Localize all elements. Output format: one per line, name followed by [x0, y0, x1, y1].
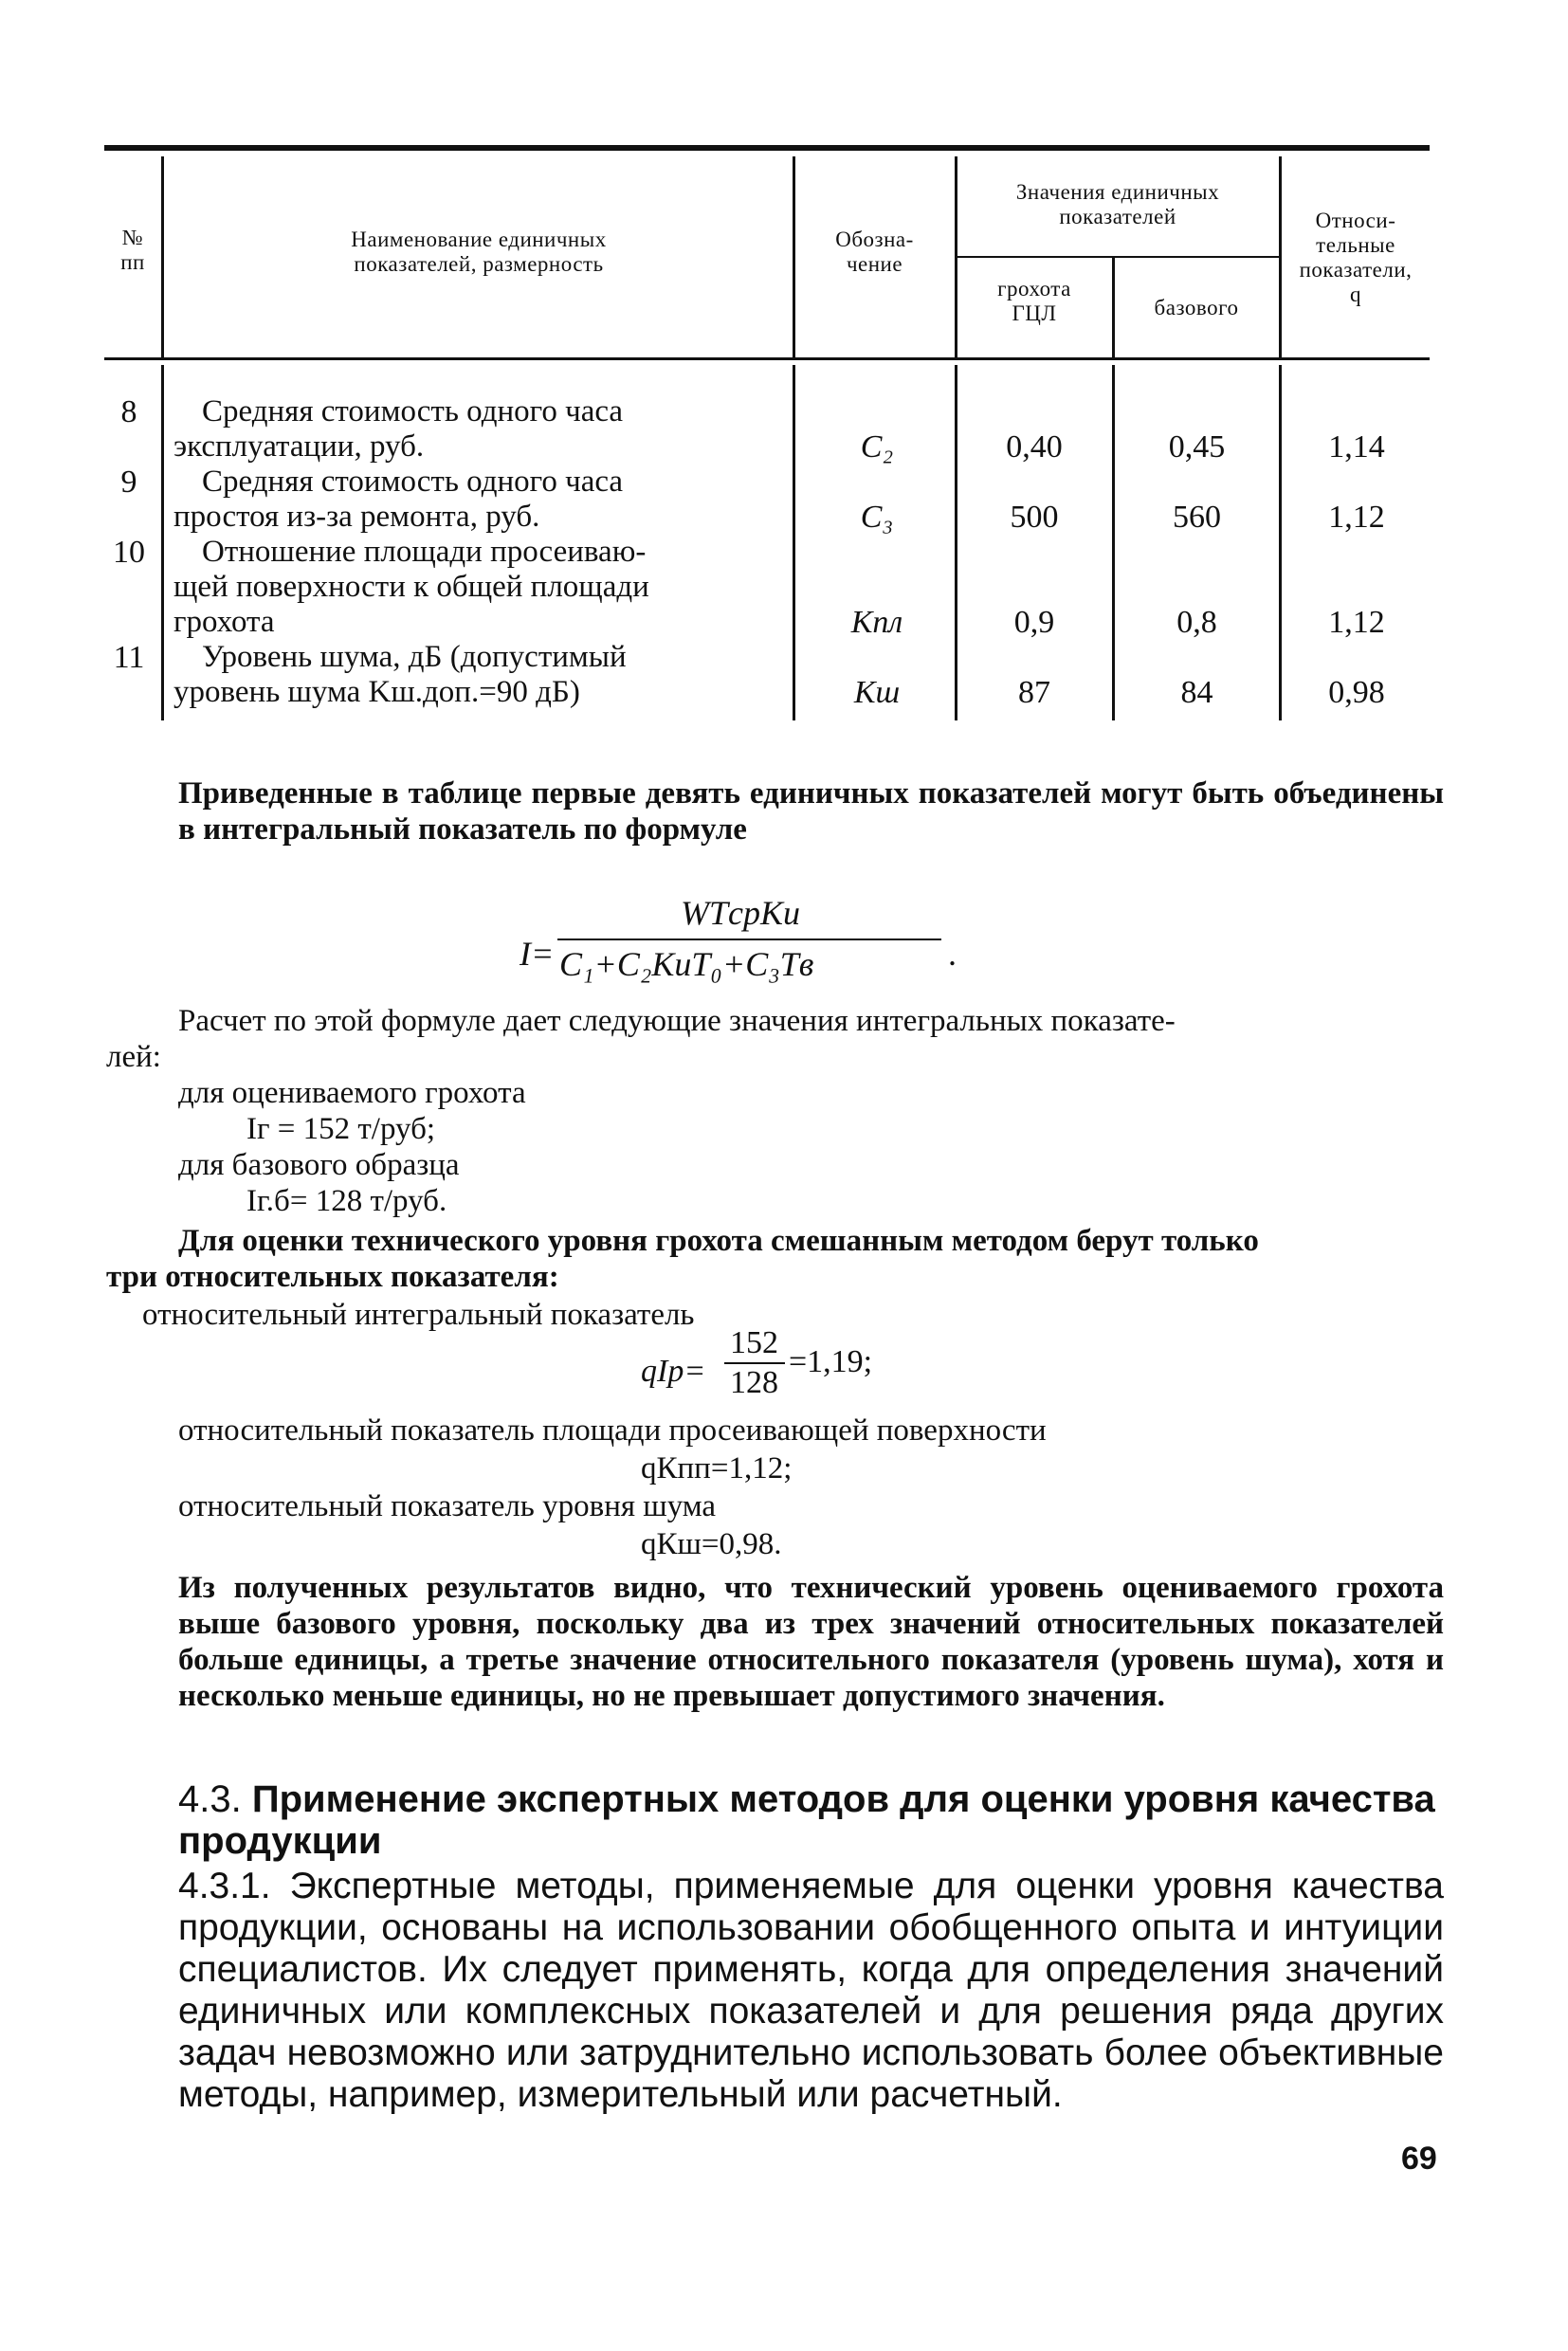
calc-line: Расчет по этой формуле дает следующие значения интегральных показате- [178, 1004, 1176, 1038]
row-symbol: Kпл [850, 605, 903, 640]
label-relative-noise: относительный показатель уровня шума [178, 1489, 717, 1523]
header-num: № пп [120, 226, 145, 274]
row-symbol: C₂ [860, 429, 894, 465]
row-relative-value: 0,98 [1328, 675, 1385, 710]
table-divider [1112, 258, 1115, 357]
mixed-method-line: три относительных показателя: [106, 1260, 559, 1294]
row-screen-value: 87 [1018, 675, 1050, 710]
row-name: Средняя стоимость одного часа эксплуатации, руб. [173, 394, 624, 464]
row-name: Средняя стоимость одного часа простоя из-за ремонта, руб. [173, 465, 624, 534]
row-screen-value: 0,9 [1013, 605, 1055, 640]
header-base: базового [1154, 296, 1239, 319]
row-relative-value: 1,12 [1328, 500, 1385, 535]
row-number: 8 [120, 394, 137, 429]
row-base-value: 560 [1173, 500, 1221, 535]
label-base: для базового образца [178, 1148, 460, 1182]
document-page: № пп Наименование единичных показателей, размерность Обозна- чение Значения единичных показателей грохота ГЦЛ базового Относи- тельные показатели, q 8 Средняя стоимость одного часа эксплуатации, руб. C₂ 0,40 0,45 1,14 9 Средняя стоимость одного часа простоя из-за ремонта, руб. C₃ 500 560 1,12 10 Отношение площади просеиваю- щей поверхности к общей площади грохота Kпл 0,9 0,8 1,12 11 Уровень шума, дБ (допустимый уровень шума Kш.доп.=90 дБ) Kш 87 84 0,98 Приведенные в таблице первые девять единичных показателей могут быть объединены в интегральный показатель по формуле I= WTсрKи C₁+C₂KиT₀+C₃Tв . Расчет по этой формуле дает следующие значения интегральных показате- лей: для оцениваемого грохота Iг = 152 т/руб; для базового образца Iг.б= 128 т/руб. Для оценки технического уровня грохота смешанным методом берут только три относительных показателя: относительный интегральный показатель qIр= 152 128 =1,19; относительный показатель площади просеивающей поверхности qКпп=1,12; относительный показатель уровня шума qКш=0,98. Из полученных результатов видно, что технический уровень оцениваемого грохота выше базового уровня, поскольку два из трех значений относительных показателей больше единицы, а третье значение относительного показателя (уровень шума), хотя и несколько меньше единицы, но не превышает допустимого значения. 4.3. Применение экспертных методов для оценки уровня качества продукции 4.3.1. Экспертные методы, применяемые для оценки уровня качества продукции, основаны на использовании обобщенного опыта и интуиции специалистов. Их следует применять, когда для определения значений единичных или комплексных показателей и для решения ряда других задач невозможно или затруднительно использовать более объективные методы, например, измерительный или расчетный. 69 [0, 0, 1568, 2351]
row-number: 11 [113, 640, 145, 675]
header-values-group: Значения единичных показателей [1015, 180, 1220, 228]
row-name: Уровень шума, дБ (допустимый уровень шума Kш.доп.=90 дБ) [173, 640, 627, 709]
table-divider [955, 365, 957, 720]
row-base-value: 84 [1180, 675, 1213, 710]
row-relative-value: 1,12 [1328, 605, 1385, 640]
table-divider [793, 365, 795, 720]
table-divider [1112, 365, 1115, 720]
row-symbol: Kш [853, 675, 901, 710]
label-screen: для оцениваемого грохота [178, 1076, 526, 1110]
row-base-value: 0,8 [1176, 605, 1217, 640]
table-divider [793, 156, 795, 357]
row-screen-value: 0,40 [1006, 429, 1063, 465]
table-divider [1279, 365, 1282, 720]
row-symbol: C₃ [860, 500, 894, 535]
label-relative-integral: относительный интегральный показатель [142, 1298, 695, 1332]
label-relative-area: относительный показатель площади просеивающей поверхности [178, 1413, 1047, 1448]
row-screen-value: 500 [1010, 500, 1059, 535]
calc-line: лей: [106, 1040, 161, 1074]
value-screen: Iг = 152 т/руб; [246, 1112, 436, 1146]
header-screen: грохота ГЦЛ [997, 277, 1071, 325]
row-name: Отношение площади просеиваю- щей поверхности к общей площади грохота [173, 535, 649, 639]
table-subheader-rule [957, 256, 1279, 258]
section-heading [178, 1778, 1444, 1862]
value-q-kpp: qКпп=1,12; [641, 1451, 793, 1485]
row-number: 9 [120, 465, 137, 500]
section-paragraph: 4.3.1. Экспертные методы, применяемые для оценки уровня качества продукции, основаны на использовании обобщенного опыта и интуиции специалистов. Их следует применять, когда для определения значений единичных или комплексных показателей и для решения ряда других задач невозможно или затруднительно использовать более объективные методы, например, измерительный или расчетный. [178, 1866, 1444, 2115]
table-divider [161, 365, 164, 720]
intro-paragraph: Приведенные в таблице первые девять единичных показателей могут быть объединены в интегральный показатель по формуле [178, 776, 1444, 847]
table-divider [161, 156, 164, 357]
row-number: 10 [113, 535, 145, 570]
header-relative: Относи- тельные показатели, q [1299, 209, 1413, 306]
row-relative-value: 1,14 [1328, 429, 1385, 465]
conclusion-paragraph: Из полученных результатов видно, что технический уровень оцениваемого грохота выше базового уровня, поскольку два из трех значений относительных показателей больше единицы, а третье значение относительного показателя (уровень шума), хотя и несколько меньше единицы, но не превышает допустимого значения. [178, 1571, 1444, 1713]
section-number: 4.3. [178, 1778, 242, 1820]
page-number: 69 [1401, 2141, 1437, 2177]
header-symbol: Обозна- чение [835, 228, 914, 276]
value-base: Iг.б= 128 т/руб. [246, 1184, 447, 1218]
table-header-rule [104, 357, 1430, 360]
section-title: Применение экспертных методов для оценки уровня качества продукции [178, 1778, 1435, 1862]
mixed-method-line: Для оценки технического уровня грохота смешанным методом берут только [178, 1224, 1259, 1258]
table-top-rule [104, 145, 1430, 151]
row-base-value: 0,45 [1168, 429, 1226, 465]
header-name: Наименование единичных показателей, размерность [351, 228, 607, 276]
value-q-ksh: qКш=0,98. [641, 1527, 782, 1561]
